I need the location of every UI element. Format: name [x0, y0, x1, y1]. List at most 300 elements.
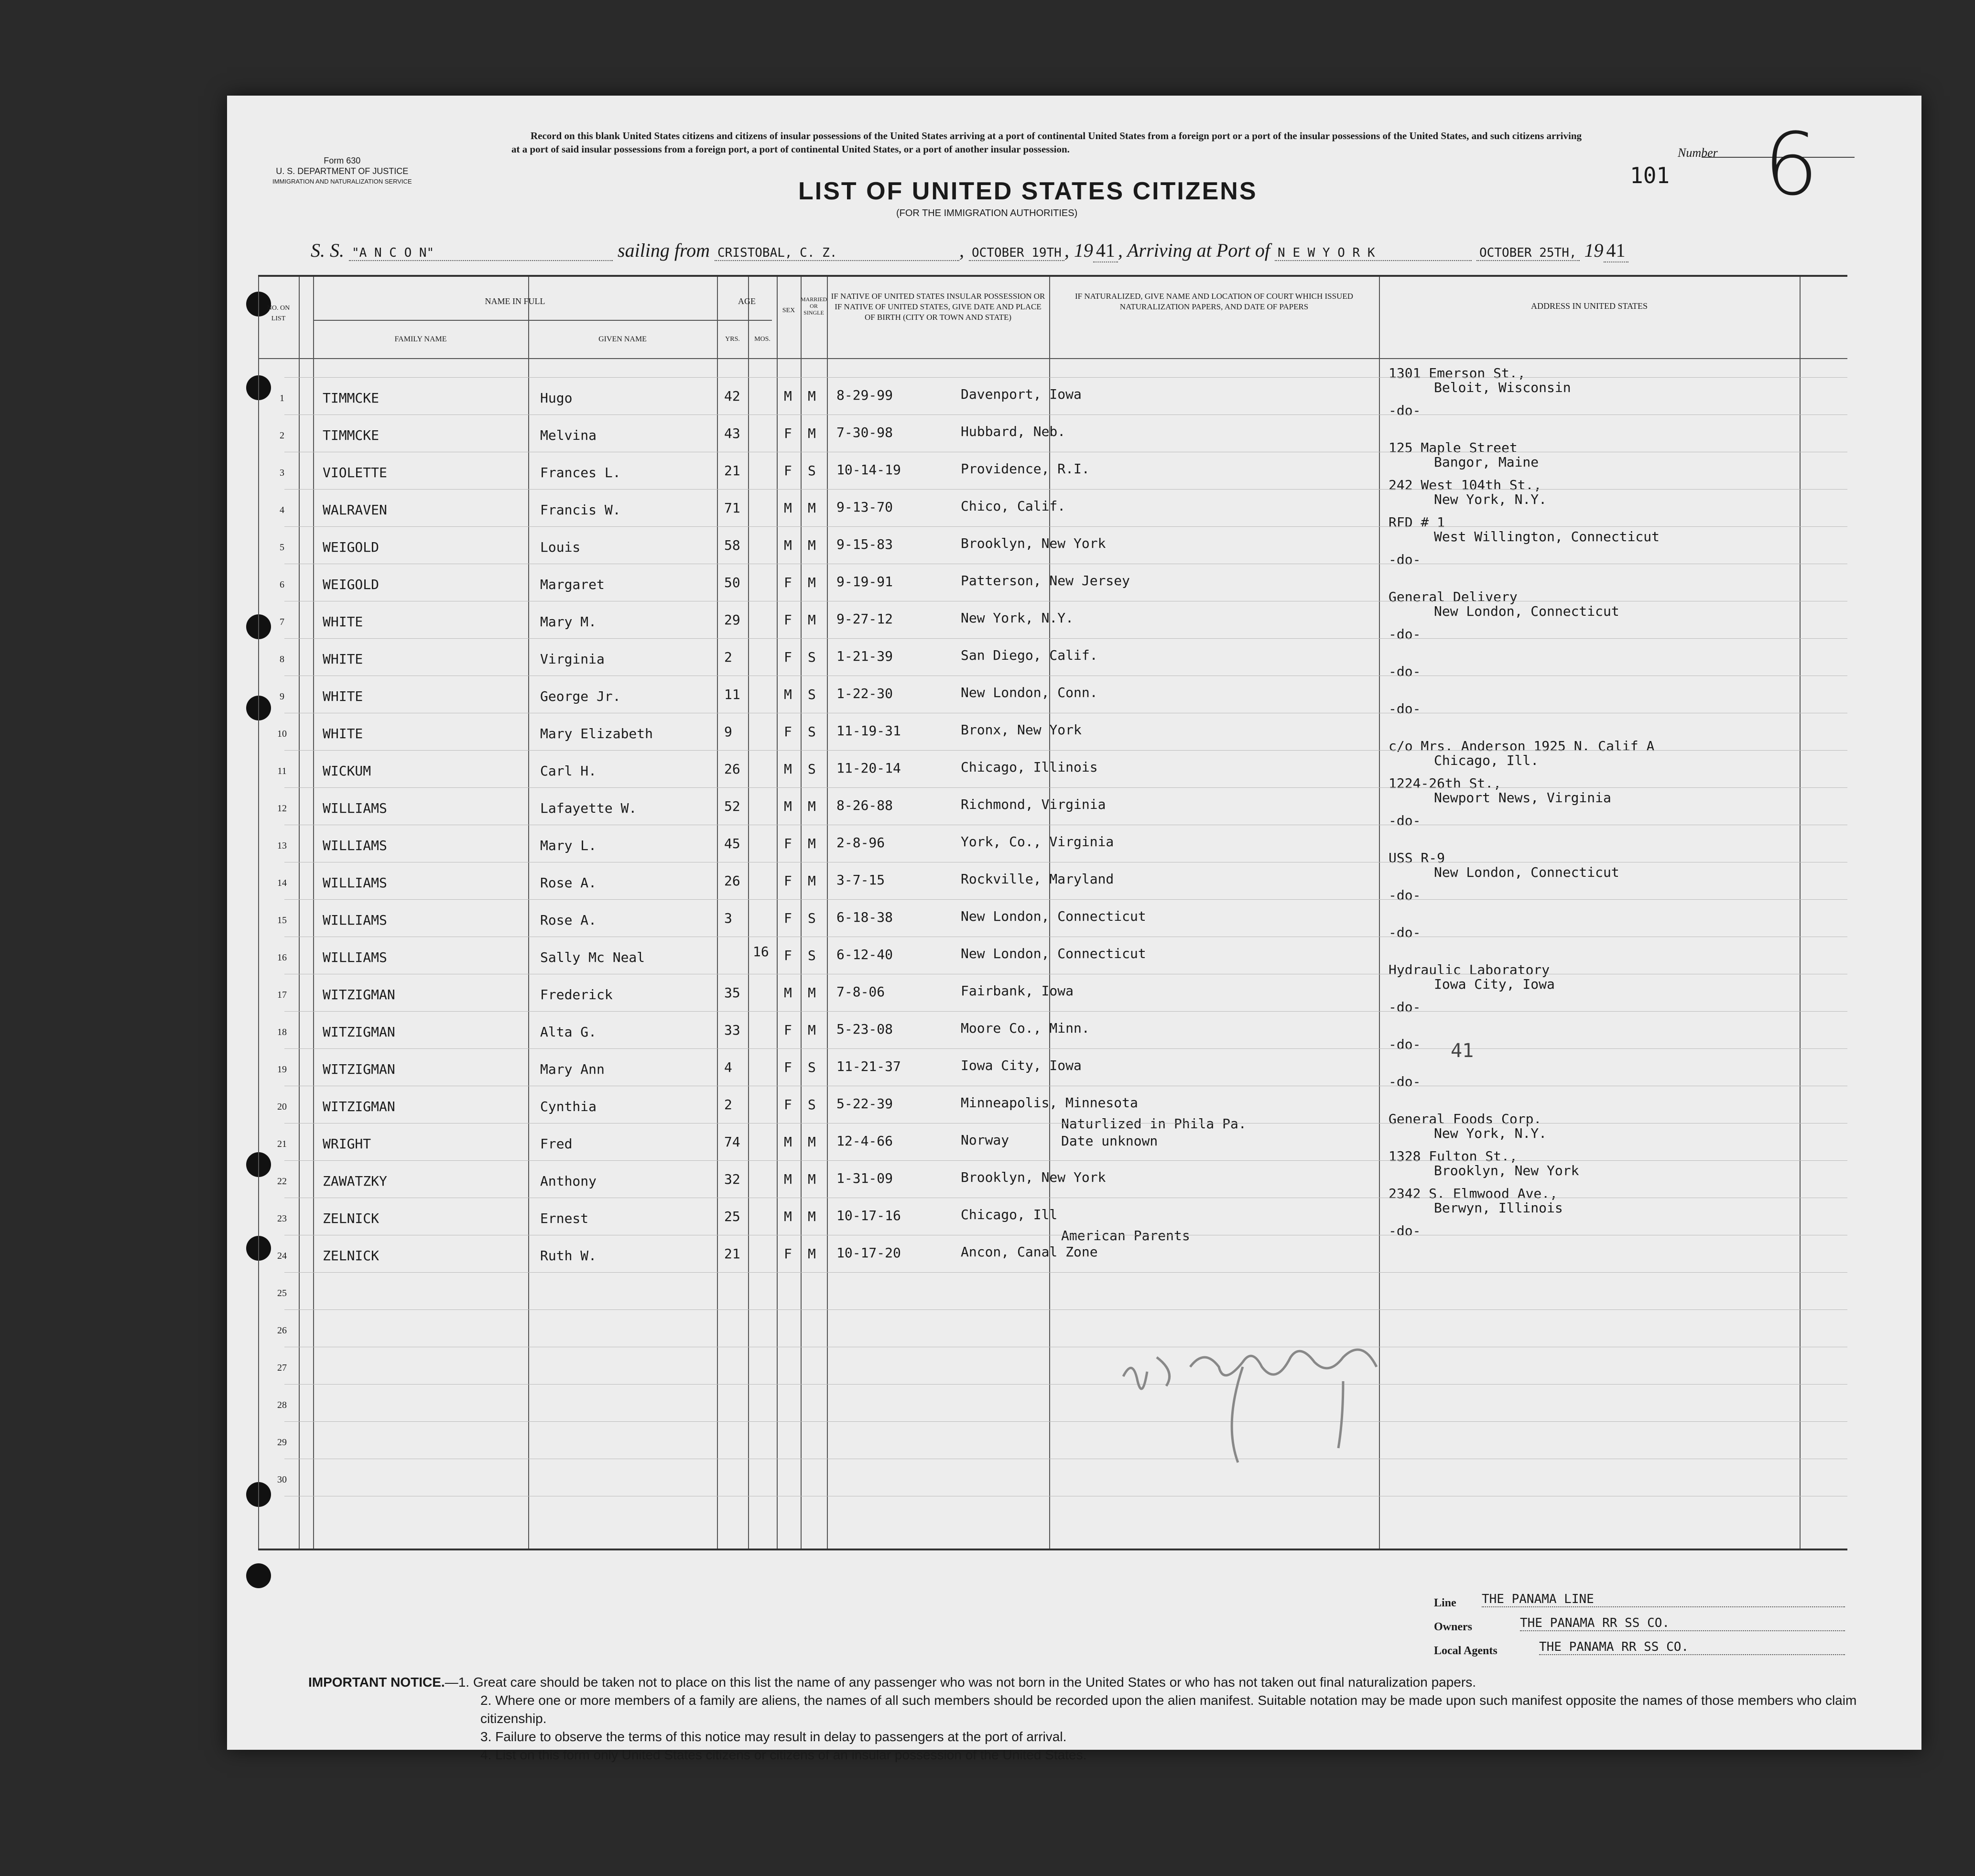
row-number: 25 — [277, 1288, 287, 1298]
given-name: Mary L. — [540, 838, 597, 853]
sex: M — [784, 1171, 792, 1187]
age-years: 21 — [724, 463, 740, 479]
notice-item: 4. List on this form only United States citizens or citizens of an insular possession of the United States. — [480, 1747, 1087, 1762]
birth-place: Rockville, Maryland — [961, 871, 1114, 887]
marital-status: M — [808, 500, 816, 516]
address-line-2: Newport News, Virginia — [1434, 790, 1611, 806]
departure-port: CRISTOBAL, C. Z. — [715, 246, 959, 261]
header-age: AGE — [738, 296, 756, 306]
row-rule — [284, 1384, 1847, 1385]
form-identifier: Form 630 U. S. DEPARTMENT OF JUSTICE IMMIGRATION AND NATURALIZATION SERVICE — [272, 156, 412, 185]
age-years: 71 — [724, 500, 740, 516]
birth-place: Ancon, Canal Zone — [961, 1244, 1098, 1260]
age-years: 58 — [724, 537, 740, 553]
marital-status: M — [808, 612, 816, 628]
age-years: 2 — [724, 1097, 732, 1113]
marital-status: M — [808, 798, 816, 814]
naturalization: Naturlized in Phila Pa. — [1061, 1116, 1247, 1132]
header-yrs: YRS. — [725, 336, 740, 343]
birth-place: New York, N.Y. — [961, 610, 1074, 626]
row-rule — [284, 1011, 1847, 1012]
birth-place: York, Co., Virginia — [961, 834, 1114, 850]
address-line-2: New London, Connecticut — [1434, 864, 1619, 880]
family-name: WILLIAMS — [323, 838, 387, 853]
birth-place: San Diego, Calif. — [961, 647, 1098, 663]
row-rule — [284, 414, 1847, 415]
marital-status: S — [808, 761, 816, 777]
number-label: Number — [1678, 146, 1718, 160]
line-value: THE PANAMA LINE — [1482, 1592, 1845, 1607]
address-line-2: Chicago, Ill. — [1434, 753, 1539, 768]
address-line-1: -do- — [1389, 664, 1421, 679]
address-line-2: Berwyn, Illinois — [1434, 1200, 1563, 1216]
sex: F — [784, 1022, 792, 1038]
birth-date: 10-17-20 — [836, 1245, 901, 1261]
address-line-1: 1328 Fulton St., — [1389, 1148, 1518, 1164]
marital-status: S — [808, 948, 816, 963]
marital-status: S — [808, 649, 816, 665]
sex: F — [784, 1246, 792, 1262]
birth-place: Norway — [961, 1132, 1009, 1148]
given-name: Margaret — [540, 577, 605, 592]
family-name: TIMMCKE — [323, 427, 380, 443]
age-years: 2 — [724, 649, 732, 665]
birth-place: Providence, R.I. — [961, 461, 1090, 477]
sex: M — [784, 1209, 792, 1224]
address-line-1: General Foods Corp. — [1389, 1111, 1542, 1127]
passenger-table — [258, 275, 1847, 1550]
family-name: WILLIAMS — [323, 912, 387, 928]
header-family-name: FAMILY NAME — [394, 335, 447, 343]
given-name: Francis W. — [540, 502, 621, 518]
sailing-label: sailing from — [618, 240, 710, 261]
age-years: 3 — [724, 910, 732, 926]
sex: F — [784, 1059, 792, 1075]
row-number: 27 — [277, 1363, 287, 1373]
sex: M — [784, 761, 792, 777]
row-number: 23 — [277, 1213, 287, 1224]
row-rule — [284, 1309, 1847, 1310]
sex: M — [784, 500, 792, 516]
birth-date: 8-26-88 — [836, 797, 893, 813]
sex: F — [784, 836, 792, 851]
address-line-2: Bangor, Maine — [1434, 454, 1539, 470]
birth-date: 10-14-19 — [836, 462, 901, 478]
sex: M — [784, 985, 792, 1001]
family-name: WITZIGMAN — [323, 987, 395, 1003]
age-years: 25 — [724, 1209, 740, 1224]
birth-date: 1-22-30 — [836, 686, 893, 701]
family-name: WALRAVEN — [323, 502, 387, 518]
handwritten-signature — [1118, 1338, 1453, 1472]
given-name: Alta G. — [540, 1024, 597, 1040]
sex: F — [784, 425, 792, 441]
header-married-single: MARRIED OR SINGLE — [801, 296, 827, 316]
birth-date: 1-31-09 — [836, 1170, 893, 1186]
age-months: 16 — [753, 944, 769, 960]
sex: F — [784, 873, 792, 889]
row-number: 3 — [280, 468, 284, 478]
row-rule — [284, 1421, 1847, 1422]
birth-place: Chicago, Illinois — [961, 759, 1098, 775]
birth-date: 9-19-91 — [836, 574, 893, 589]
family-name: WHITE — [323, 614, 363, 630]
departure-year: 41 — [1093, 239, 1118, 262]
row-number: 29 — [277, 1437, 287, 1448]
birth-date: 11-19-31 — [836, 723, 901, 739]
age-years: 32 — [724, 1171, 740, 1187]
row-number: 28 — [277, 1400, 287, 1410]
address-line-1: -do- — [1389, 1223, 1421, 1239]
address-line-1: -do- — [1389, 626, 1421, 642]
family-name: WILLIAMS — [323, 949, 387, 965]
header-no: NO. ON LIST — [267, 305, 290, 322]
header-name-in-full: NAME IN FULL — [485, 296, 545, 306]
arrival-year-prefix: 19 — [1584, 240, 1604, 261]
address-line-1: General Delivery — [1389, 589, 1518, 605]
row-number: 26 — [277, 1325, 287, 1336]
marital-status: M — [808, 1246, 816, 1262]
address-line-1: RFD # 1 — [1389, 514, 1445, 530]
sex: M — [784, 1134, 792, 1150]
birth-date: 9-13-70 — [836, 499, 893, 515]
marital-status: S — [808, 910, 816, 926]
agents-label: Local Agents — [1434, 1645, 1498, 1657]
row-number: 8 — [280, 654, 284, 665]
family-name: WHITE — [323, 688, 363, 704]
important-notice — [308, 1673, 1866, 1764]
age-years: 21 — [724, 1246, 740, 1262]
birth-date: 2-8-96 — [836, 835, 885, 851]
age-years: 50 — [724, 575, 740, 590]
given-name: Mary Ann — [540, 1061, 605, 1077]
form-instructions: Record on this blank United States citizens and citizens of insular possessions of the United States arriving at a port of continental United States from a foreign port or a port of the insular possessions of the United States, and such citizens arriving at a port of said insular possessions from a foreign port, a port of continental United States, or a port of another insular possession. — [511, 130, 1582, 155]
marital-status: M — [808, 425, 816, 441]
marital-status: M — [808, 836, 816, 851]
given-name: Frances L. — [540, 465, 621, 480]
address-line-2: Iowa City, Iowa — [1434, 976, 1555, 992]
row-number: 1 — [280, 393, 284, 404]
row-rule — [284, 1272, 1847, 1273]
given-name: Hugo — [540, 390, 573, 406]
birth-place: Hubbard, Neb. — [961, 424, 1066, 439]
row-number: 19 — [277, 1064, 287, 1075]
age-years: 74 — [724, 1134, 740, 1150]
family-name: ZELNICK — [323, 1211, 380, 1226]
page-title: LIST OF UNITED STATES CITIZENS — [798, 177, 1258, 205]
given-name: Mary M. — [540, 614, 597, 630]
owners-value: THE PANAMA RR SS CO. — [1520, 1616, 1845, 1631]
sex: F — [784, 1097, 792, 1113]
address-line-1: -do- — [1389, 1074, 1421, 1090]
ship-name: "A N C O N" — [349, 246, 613, 261]
naturalization-note: Date unknown — [1061, 1133, 1158, 1149]
address-line-1: -do- — [1389, 701, 1421, 717]
list-number: 6 — [1764, 115, 1819, 215]
birth-date: 11-20-14 — [836, 760, 901, 776]
age-years: 9 — [724, 724, 732, 740]
birth-date: 11-21-37 — [836, 1058, 901, 1074]
sex: M — [784, 798, 792, 814]
given-name: Carl H. — [540, 763, 597, 779]
row-rule — [284, 526, 1847, 527]
arrival-port: N E W Y O R K — [1275, 246, 1472, 261]
row-rule — [284, 899, 1847, 900]
row-number: 16 — [277, 952, 287, 963]
row-number: 17 — [277, 990, 287, 1000]
family-name: WITZIGMAN — [323, 1061, 395, 1077]
sex: F — [784, 724, 792, 740]
row-number: 14 — [277, 878, 287, 888]
row-number: 21 — [277, 1139, 287, 1149]
row-rule — [284, 489, 1847, 490]
family-name: WILLIAMS — [323, 800, 387, 816]
age-years: 29 — [724, 612, 740, 628]
marital-status: M — [808, 1209, 816, 1224]
header-mos: MOS. — [754, 336, 770, 343]
arriving-label: Arriving at Port of — [1127, 240, 1270, 261]
address-line-1: -do- — [1389, 887, 1421, 903]
family-name: WILLIAMS — [323, 875, 387, 891]
address-line-2: Beloit, Wisconsin — [1434, 380, 1571, 395]
row-number: 2 — [280, 430, 284, 441]
address-line-1: c/o Mrs. Anderson 1925 N. Calif A — [1389, 738, 1655, 754]
given-name: Cynthia — [540, 1099, 597, 1114]
row-number: 7 — [280, 617, 284, 627]
address-line-1: -do- — [1389, 925, 1421, 940]
sex: F — [784, 948, 792, 963]
row-rule — [284, 1048, 1847, 1049]
birth-date: 1-21-39 — [836, 648, 893, 664]
punch-hole — [246, 1563, 271, 1588]
address-line-2: New London, Connecticut — [1434, 603, 1619, 619]
marital-status: S — [808, 1059, 816, 1075]
given-name: Ernest — [540, 1211, 589, 1226]
departure-year-prefix: 19 — [1074, 240, 1093, 261]
birth-place: Moore Co., Minn. — [961, 1020, 1090, 1036]
row-number: 18 — [277, 1027, 287, 1037]
marital-status: M — [808, 1171, 816, 1187]
family-name: WICKUM — [323, 763, 371, 779]
address-line-1: 2342 S. Elmwood Ave., — [1389, 1186, 1558, 1201]
given-name: Virginia — [540, 651, 605, 667]
given-name: Fred — [540, 1136, 573, 1152]
row-number: 10 — [277, 729, 287, 739]
given-name: Lafayette W. — [540, 800, 637, 816]
header-given-name: GIVEN NAME — [598, 335, 647, 343]
family-name: WHITE — [323, 726, 363, 742]
row-number: 13 — [277, 840, 287, 851]
age-years: 43 — [724, 425, 740, 441]
departure-date: OCTOBER 19TH — [969, 246, 1064, 261]
family-name: ZAWATZKY — [323, 1173, 387, 1189]
ss-label: S. S. — [311, 240, 344, 261]
address-line-1: -do- — [1389, 1036, 1421, 1052]
marital-status: S — [808, 687, 816, 702]
family-name: WEIGOLD — [323, 577, 380, 592]
given-name: Sally Mc Neal — [540, 949, 645, 965]
marital-status: M — [808, 388, 816, 404]
birth-place: Richmond, Virginia — [961, 796, 1106, 812]
age-years: 52 — [724, 798, 740, 814]
marital-status: S — [808, 1097, 816, 1113]
given-name: Anthony — [540, 1173, 597, 1189]
given-name: Melvina — [540, 427, 597, 443]
given-name: Louis — [540, 539, 581, 555]
marital-status: S — [808, 724, 816, 740]
birth-place: Chico, Calif. — [961, 498, 1066, 514]
birth-date: 5-23-08 — [836, 1021, 893, 1037]
family-name: WHITE — [323, 651, 363, 667]
row-rule — [284, 638, 1847, 639]
marital-status: M — [808, 873, 816, 889]
birth-place: Minneapolis, Minnesota — [961, 1095, 1138, 1111]
row-number: 5 — [280, 542, 284, 553]
birth-date: 6-18-38 — [836, 909, 893, 925]
birth-date: 6-12-40 — [836, 947, 893, 962]
address-line-2: New York, N.Y. — [1434, 1125, 1547, 1141]
sex: F — [784, 612, 792, 628]
sex: F — [784, 649, 792, 665]
family-name: ZELNICK — [323, 1248, 380, 1264]
page-subtitle: (FOR THE IMMIGRATION AUTHORITIES) — [896, 208, 1078, 218]
marital-status: M — [808, 537, 816, 553]
birth-place: Brooklyn, New York — [961, 1169, 1106, 1185]
marital-status: M — [808, 985, 816, 1001]
address-line-1: 1224-26th St., — [1389, 775, 1502, 791]
notice-item: 2. Where one or more members of a family are aliens, the names of all such members should be recorded upon the alien manifest. Suitable notation may be made upon such manifest opposite the names of those members who claim citizenship. — [480, 1693, 1857, 1726]
birth-date: 3-7-15 — [836, 872, 885, 888]
age-years: 35 — [724, 985, 740, 1001]
birth-place: New London, Conn. — [961, 685, 1098, 700]
sex: M — [784, 687, 792, 702]
sex: F — [784, 910, 792, 926]
manifest-sheet — [227, 96, 1921, 1762]
arrival-year: 41 — [1604, 239, 1628, 262]
birth-place: Davenport, Iowa — [961, 386, 1082, 402]
birth-date: 5-22-39 — [836, 1096, 893, 1112]
given-name: Rose A. — [540, 875, 597, 891]
owners-label: Owners — [1434, 1621, 1472, 1633]
birth-date: 7-30-98 — [836, 425, 893, 440]
birth-place: New London, Connecticut — [961, 946, 1146, 961]
notice-heading: IMPORTANT NOTICE. — [308, 1675, 445, 1690]
row-number: 9 — [280, 691, 284, 702]
marital-status: M — [808, 1022, 816, 1038]
header-naturalized: IF NATURALIZED, GIVE NAME AND LOCATION OF COURT WHICH ISSUED NATURALIZATION PAPERS, AND DATE OF PAPERS — [1074, 292, 1353, 311]
address-line-1: 242 West 104th St., — [1389, 477, 1542, 493]
address-line-2: Brooklyn, New York — [1434, 1163, 1579, 1178]
marital-status: M — [808, 1134, 816, 1150]
row-number: 11 — [277, 766, 287, 776]
sex: F — [784, 575, 792, 590]
birth-date: 8-29-99 — [836, 387, 893, 403]
address-line-2: West Willington, Connecticut — [1434, 529, 1660, 545]
birth-date: 10-17-16 — [836, 1208, 901, 1223]
notice-item: —1. Great care should be taken not to place on this list the name of any passenger who was not born in the United States or who has not taken out final naturalization papers. — [445, 1675, 1476, 1690]
row-number: 12 — [277, 803, 287, 814]
given-name: Ruth W. — [540, 1248, 597, 1264]
row-rule — [284, 1160, 1847, 1161]
age-years: 33 — [724, 1022, 740, 1038]
address-line-1: -do- — [1389, 403, 1421, 418]
birth-place: Bronx, New York — [961, 722, 1082, 738]
birth-date: 12-4-66 — [836, 1133, 893, 1149]
address-line-1: 125 Maple Street — [1389, 440, 1518, 456]
serial-number: 101 — [1630, 163, 1670, 188]
header-sex: SEX — [782, 307, 795, 314]
birth-place: Iowa City, Iowa — [961, 1058, 1082, 1073]
arrival-date: OCTOBER 25TH, — [1476, 246, 1580, 261]
given-name: George Jr. — [540, 688, 621, 704]
birth-place: New London, Connecticut — [961, 908, 1146, 924]
address-line-1: 1301 Emerson St., — [1389, 365, 1526, 381]
header-address: ADDRESS IN UNITED STATES — [1530, 301, 1648, 311]
header-birth: IF NATIVE OF UNITED STATES INSULAR POSSESSION OR IF NATIVE OF UNITED STATES, GIVE DATE AND PLACE OF BIRTH (CITY OR TOWN AND STATE) — [831, 292, 1045, 322]
birth-place: Patterson, New Jersey — [961, 573, 1130, 589]
address-line-2: New York, N.Y. — [1434, 491, 1547, 507]
agents-value: THE PANAMA RR SS CO. — [1539, 1640, 1845, 1655]
row-number: 6 — [280, 579, 284, 590]
birth-place: Chicago, Ill — [961, 1207, 1058, 1222]
age-years: 26 — [724, 761, 740, 777]
voyage-line: S. S. "A N C O N" sailing from CRISTOBAL, C. Z. , OCTOBER 19TH , 19 41 , Arriving at Port of N E W Y O R K OCTOBER 25TH, 19 41 — [311, 239, 1628, 262]
age-years: 26 — [724, 873, 740, 889]
family-name: VIOLETTE — [323, 465, 387, 480]
marital-status: M — [808, 575, 816, 590]
age-years: 4 — [724, 1059, 732, 1075]
sex: M — [784, 388, 792, 404]
row-number: 4 — [280, 505, 284, 515]
sex: F — [784, 463, 792, 479]
address-line-1: -do- — [1389, 552, 1421, 567]
row-number: 15 — [277, 915, 287, 926]
family-name: TIMMCKE — [323, 390, 380, 406]
age-years: 11 — [724, 687, 740, 702]
birth-date: 7-8-06 — [836, 984, 885, 1000]
given-name: Mary Elizabeth — [540, 726, 653, 742]
age-years: 42 — [724, 388, 740, 404]
row-rule — [284, 750, 1847, 751]
row-rule — [284, 787, 1847, 788]
birth-place: Brooklyn, New York — [961, 535, 1106, 551]
family-name: WRIGHT — [323, 1136, 371, 1152]
age-years: 45 — [724, 836, 740, 851]
row-rule — [284, 377, 1847, 378]
address-line-1: USS R-9 — [1389, 850, 1445, 866]
sex: M — [784, 537, 792, 553]
notice-item: 3. Failure to observe the terms of this notice may result in delay to passengers at the port of arrival. — [480, 1729, 1067, 1744]
row-number: 24 — [277, 1251, 287, 1261]
marital-status: S — [808, 463, 816, 479]
row-number: 22 — [277, 1176, 287, 1187]
stamp-number: 41 — [1451, 1040, 1474, 1062]
given-name: Frederick — [540, 987, 613, 1003]
row-number: 30 — [277, 1474, 287, 1485]
given-name: Rose A. — [540, 912, 597, 928]
birth-date: 9-15-83 — [836, 536, 893, 552]
address-line-1: -do- — [1389, 813, 1421, 829]
birth-place: Fairbank, Iowa — [961, 983, 1074, 999]
address-line-1: Hydraulic Laboratory — [1389, 962, 1550, 978]
family-name: WITZIGMAN — [323, 1099, 395, 1114]
line-label: Line — [1434, 1597, 1456, 1609]
family-name: WEIGOLD — [323, 539, 380, 555]
row-number: 20 — [277, 1102, 287, 1112]
birth-date: 9-27-12 — [836, 611, 893, 627]
naturalization: American Parents — [1061, 1228, 1190, 1243]
family-name: WITZIGMAN — [323, 1024, 395, 1040]
